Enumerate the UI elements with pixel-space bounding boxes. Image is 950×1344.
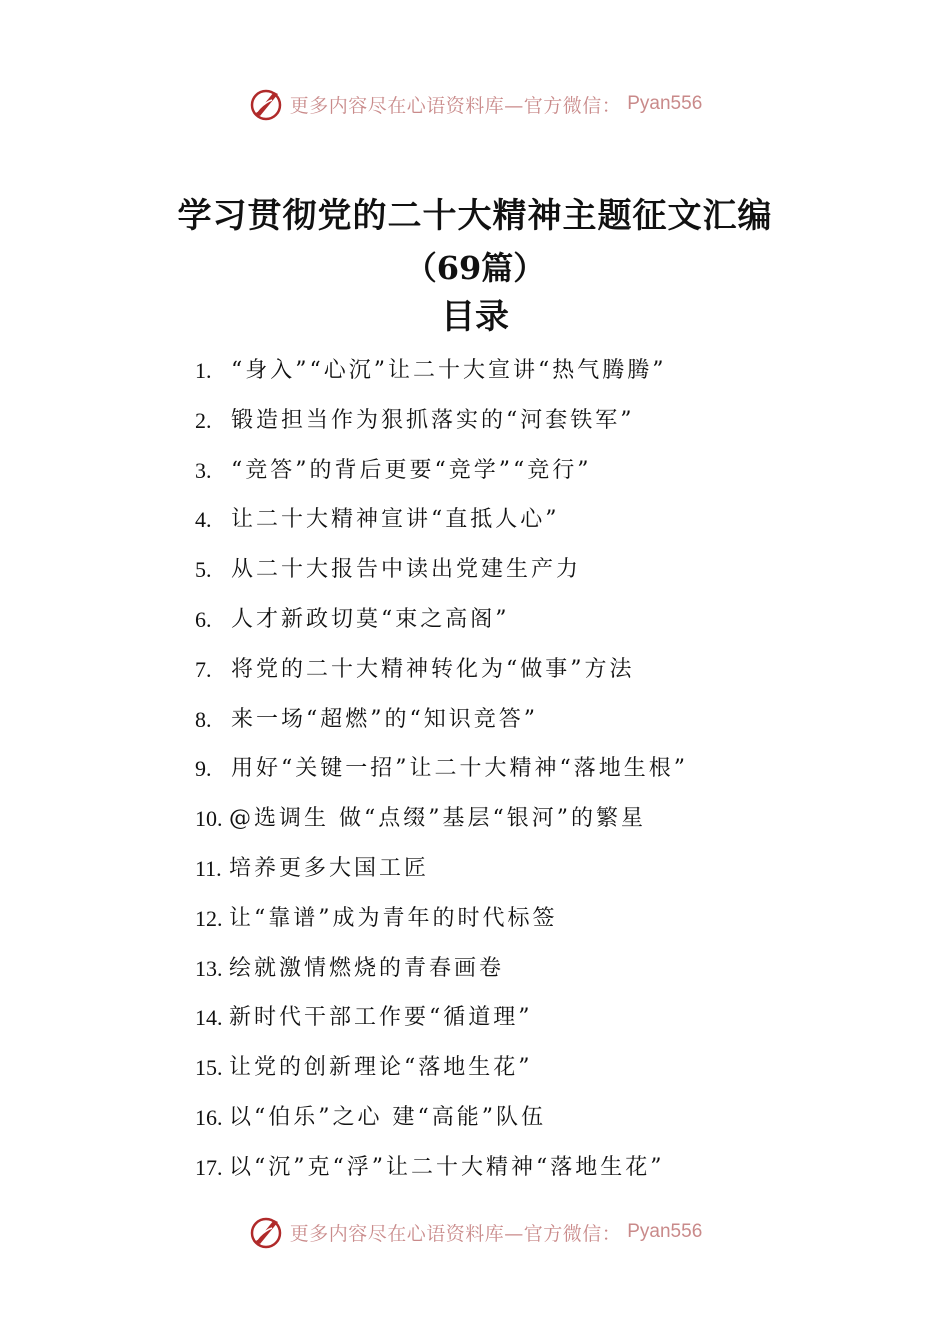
toc-item-title: 锻造担当作为狠抓落实的“河套铁军” bbox=[231, 407, 635, 433]
toc-item[interactable] bbox=[195, 944, 835, 994]
toc-item[interactable] bbox=[195, 993, 835, 1043]
toc-item-number: 17. bbox=[195, 1154, 223, 1180]
toc-item-title: 让党的创新理论“落地生花” bbox=[229, 1055, 533, 1081]
toc-item-title: 培养更多大国工匠 bbox=[229, 855, 430, 881]
toc-item[interactable] bbox=[195, 645, 835, 695]
header-banner bbox=[0, 84, 950, 124]
quill-logo-icon bbox=[248, 1214, 284, 1250]
toc-item-number: 12. bbox=[195, 905, 223, 931]
toc-item-number: 13. bbox=[195, 955, 223, 981]
toc-item-title: 将党的二十大精神转化为“做事”方法 bbox=[231, 656, 635, 682]
toc-item-title: “竞答”的背后更要“竞学”“竞行” bbox=[231, 457, 592, 483]
document-title: 学习贯彻党的二十大精神主题征文汇编 bbox=[177, 196, 773, 236]
toc-item[interactable] bbox=[195, 744, 835, 794]
toc-item-title: 用好“关键一招”让二十大精神“落地生根” bbox=[231, 756, 688, 782]
toc-item-title: “身入”“心沉”让二十大宣讲“热气腾腾” bbox=[231, 358, 667, 383]
toc-item-title: 绘就激情燃烧的青春画卷 bbox=[229, 955, 505, 981]
toc-item[interactable] bbox=[195, 446, 835, 496]
toc-item-number: 5. bbox=[195, 557, 212, 583]
toc-item-title: 人才新政切莫“束之高阁” bbox=[231, 606, 510, 632]
toc-item-number: 14. bbox=[195, 1005, 223, 1031]
toc-item-number: 2. bbox=[195, 407, 212, 433]
toc-item-title: @选调生 做“点缀”基层“银河”的繁星 bbox=[229, 806, 646, 832]
toc-item[interactable] bbox=[195, 894, 835, 944]
toc-item[interactable] bbox=[195, 1043, 835, 1093]
toc-item[interactable] bbox=[195, 396, 835, 446]
quill-logo-icon bbox=[248, 86, 284, 122]
toc-item[interactable] bbox=[195, 1093, 835, 1143]
toc-item[interactable] bbox=[195, 844, 835, 894]
toc-item-title: 以“伯乐”之心 建“高能”队伍 bbox=[229, 1104, 546, 1130]
banner-text: 更多内容尽在心语资料库—官方微信： bbox=[289, 1222, 622, 1245]
toc-item-number: 3. bbox=[195, 457, 212, 483]
toc-heading: 目录 bbox=[441, 297, 509, 337]
toc-item[interactable] bbox=[195, 346, 835, 396]
toc-item-title: 来一场“超燃”的“知识竞答” bbox=[231, 706, 538, 732]
toc-item[interactable] bbox=[195, 1143, 835, 1193]
toc-item-title: 让“靠谱”成为青年的时代标签 bbox=[229, 905, 558, 931]
toc-item-title: 新时代干部工作要“循道理” bbox=[229, 1005, 533, 1031]
banner-text: 更多内容尽在心语资料库—官方微信： bbox=[289, 94, 622, 117]
toc-item-title: 以“沉”克“浮”让二十大精神“落地生花” bbox=[229, 1154, 665, 1180]
toc-item-title: 从二十大报告中读出党建生产力 bbox=[231, 557, 582, 583]
toc-item-number: 11. bbox=[195, 855, 222, 881]
toc-item[interactable] bbox=[195, 495, 835, 545]
toc-item-number: 6. bbox=[195, 606, 212, 632]
toc-item-number: 8. bbox=[195, 706, 212, 732]
toc-item-title: 让二十大精神宣讲“直抵人心” bbox=[231, 507, 560, 533]
table-of-contents bbox=[195, 346, 835, 1193]
toc-item[interactable] bbox=[195, 595, 835, 645]
toc-item[interactable] bbox=[195, 545, 835, 595]
toc-item-number: 1. bbox=[195, 358, 212, 383]
toc-item-number: 15. bbox=[195, 1055, 223, 1081]
banner-wechat-id: Pyan556 bbox=[627, 1221, 703, 1242]
toc-item-number: 10. bbox=[195, 806, 223, 832]
banner-wechat-id: Pyan556 bbox=[627, 93, 703, 114]
toc-item[interactable] bbox=[195, 695, 835, 745]
toc-item-number: 4. bbox=[195, 507, 212, 533]
toc-item-number: 9. bbox=[195, 756, 212, 782]
document-subtitle: （69篇） bbox=[404, 249, 546, 287]
toc-item[interactable] bbox=[195, 794, 835, 844]
footer-banner bbox=[0, 1212, 950, 1252]
toc-item-number: 7. bbox=[195, 656, 212, 682]
toc-item-number: 16. bbox=[195, 1104, 223, 1130]
